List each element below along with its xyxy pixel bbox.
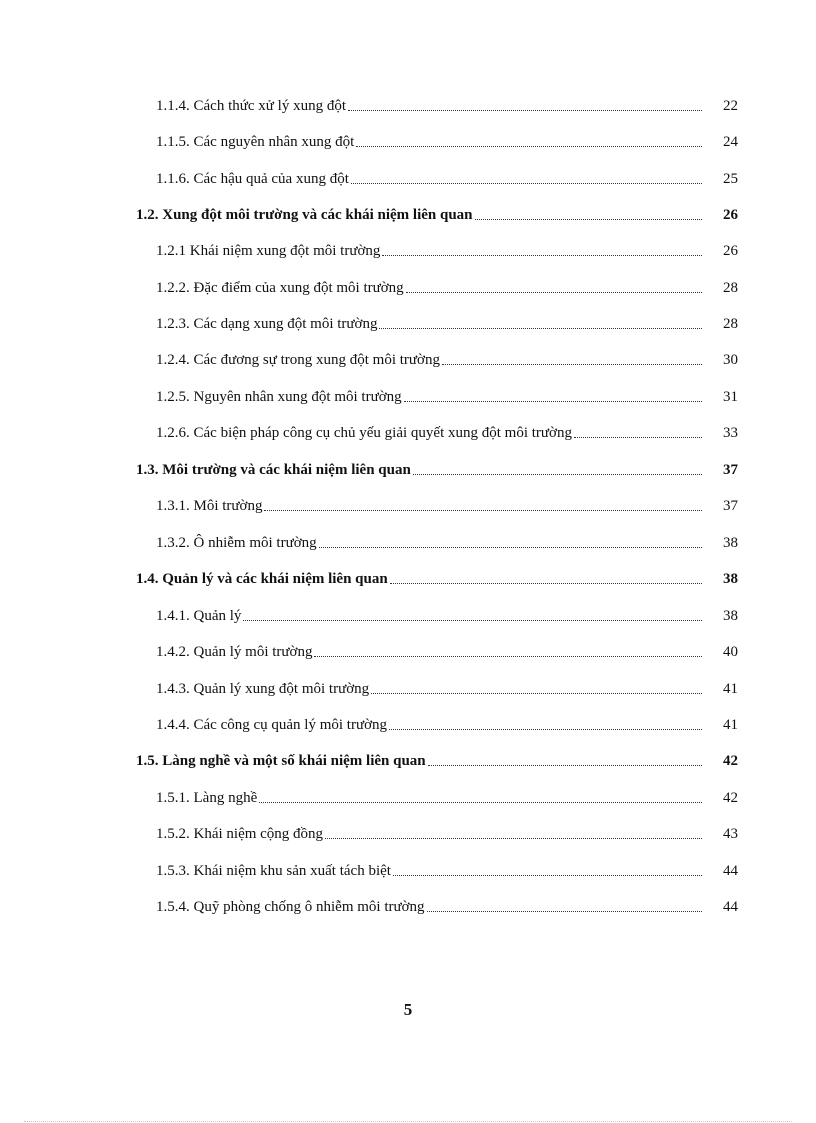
toc-entry-title: 1.1.4. Cách thức xử lý xung đột xyxy=(156,98,346,114)
toc-entry xyxy=(136,491,738,515)
dot-leader xyxy=(325,838,702,839)
dot-leader xyxy=(356,146,702,147)
dot-leader xyxy=(406,292,702,293)
dot-leader xyxy=(475,219,702,220)
toc-entry xyxy=(136,637,738,661)
dot-leader xyxy=(574,437,702,438)
toc-entry xyxy=(136,710,738,734)
toc-section-heading xyxy=(136,564,738,588)
toc-section-heading xyxy=(136,746,738,770)
toc-entry xyxy=(136,236,738,260)
toc-entry xyxy=(136,819,738,843)
toc-entry-page: 22 xyxy=(723,98,738,114)
dot-leader xyxy=(428,765,702,766)
toc-entry-title: 1.4.1. Quản lý xyxy=(156,608,242,624)
dot-leader xyxy=(243,620,702,621)
toc-entry-title: 1.5. Làng nghề và một số khái niệm liên quan xyxy=(136,753,426,769)
toc-entry xyxy=(136,528,738,552)
dot-leader xyxy=(393,875,702,876)
page-bottom-divider xyxy=(24,1121,792,1122)
toc-entry-title: 1.5.4. Quỹ phòng chống ô nhiễm môi trường xyxy=(156,899,425,915)
toc-entry-page: 44 xyxy=(723,899,738,915)
toc-entry-page: 42 xyxy=(723,753,738,769)
toc-entry-title: 1.3.1. Môi trường xyxy=(156,498,263,514)
toc-entry xyxy=(136,382,738,406)
toc-entry xyxy=(136,309,738,333)
toc-entry xyxy=(136,91,738,115)
toc-entry-page: 41 xyxy=(723,681,738,697)
toc-entry-page: 43 xyxy=(723,826,738,842)
toc-entry-page: 41 xyxy=(723,717,738,733)
toc-entry-title: 1.4. Quản lý và các khái niệm liên quan xyxy=(136,571,388,587)
toc-entry xyxy=(136,164,738,188)
toc-entry-page: 26 xyxy=(723,243,738,259)
dot-leader xyxy=(382,255,702,256)
dot-leader xyxy=(264,510,702,511)
toc-entry xyxy=(136,783,738,807)
toc-entry-page: 44 xyxy=(723,863,738,879)
dot-leader xyxy=(314,656,702,657)
toc-entry-title: 1.3.2. Ô nhiễm môi trường xyxy=(156,535,317,551)
page-number: 5 xyxy=(403,1000,413,1019)
toc-entry-page: 42 xyxy=(723,790,738,806)
toc-entry-page: 38 xyxy=(723,571,738,587)
toc-entry-page: 33 xyxy=(723,425,738,441)
toc-entry-title: 1.5.3. Khái niệm khu sản xuất tách biệt xyxy=(156,863,391,879)
dot-leader xyxy=(389,729,702,730)
toc-entry-title: 1.3. Môi trường và các khái niệm liên quan xyxy=(136,462,411,478)
toc-entry xyxy=(136,345,738,369)
toc-entry-title: 1.5.2. Khái niệm cộng đồng xyxy=(156,826,324,842)
toc-entry xyxy=(136,273,738,297)
dot-leader xyxy=(413,474,702,475)
toc-entry-title: 1.4.3. Quản lý xung đột môi trường xyxy=(156,681,370,697)
toc-entry-page: 38 xyxy=(723,608,738,624)
toc-entry-page: 30 xyxy=(723,352,738,368)
toc-entry-title: 1.2.4. Các đương sự trong xung đột môi trường xyxy=(156,352,440,368)
toc-entry xyxy=(136,601,738,625)
toc-entry-title: 1.4.4. Các công cụ quản lý môi trường xyxy=(156,717,388,733)
toc-entry xyxy=(136,674,738,698)
toc-entry-page: 25 xyxy=(723,171,738,187)
dot-leader xyxy=(259,802,702,803)
toc-entry-page: 28 xyxy=(723,280,738,296)
dot-leader xyxy=(404,401,702,402)
dot-leader xyxy=(348,110,702,111)
dot-leader xyxy=(371,693,702,694)
dot-leader xyxy=(427,911,702,912)
toc-entry-title: 1.2. Xung đột môi trường và các khái niệm liên quan xyxy=(136,207,473,223)
dot-leader xyxy=(379,328,702,329)
toc-entry-title: 1.2.2. Đặc điểm của xung đột môi trường xyxy=(156,280,404,296)
toc-entry-title: 1.1.6. Các hậu quả của xung đột xyxy=(156,171,349,187)
toc-entry-title: 1.4.2. Quản lý môi trường xyxy=(156,644,313,660)
toc-section-heading xyxy=(136,200,738,224)
toc-entry-page: 31 xyxy=(723,389,738,405)
dot-leader xyxy=(351,183,702,184)
toc-entry-title: 1.5.1. Làng nghề xyxy=(156,790,258,806)
toc-entry-page: 28 xyxy=(723,316,738,332)
toc-entry-page: 40 xyxy=(723,644,738,660)
dot-leader xyxy=(390,583,702,584)
toc-entry-page: 37 xyxy=(723,498,738,514)
toc-entry-page: 24 xyxy=(723,134,738,150)
toc-entry-title: 1.2.3. Các dạng xung đột môi trường xyxy=(156,316,378,332)
toc-entry-page: 37 xyxy=(723,462,738,478)
toc-section-heading xyxy=(136,455,738,479)
dot-leader xyxy=(442,364,702,365)
toc-entry xyxy=(136,418,738,442)
dot-leader xyxy=(319,547,702,548)
toc-entry-title: 1.2.6. Các biện pháp công cụ chủ yếu giải quyết xung đột môi trường xyxy=(156,425,572,441)
toc-entry-page: 26 xyxy=(723,207,738,223)
toc-entry xyxy=(136,892,738,916)
toc-entry xyxy=(136,127,738,151)
toc-entry-title: 1.2.5. Nguyên nhân xung đột môi trường xyxy=(156,389,402,405)
toc-entry-title: 1.1.5. Các nguyên nhân xung đột xyxy=(156,134,355,150)
toc-entry-page: 38 xyxy=(723,535,738,551)
toc-entry-title: 1.2.1 Khái niệm xung đột môi trường xyxy=(156,243,381,259)
toc-entry xyxy=(136,856,738,880)
